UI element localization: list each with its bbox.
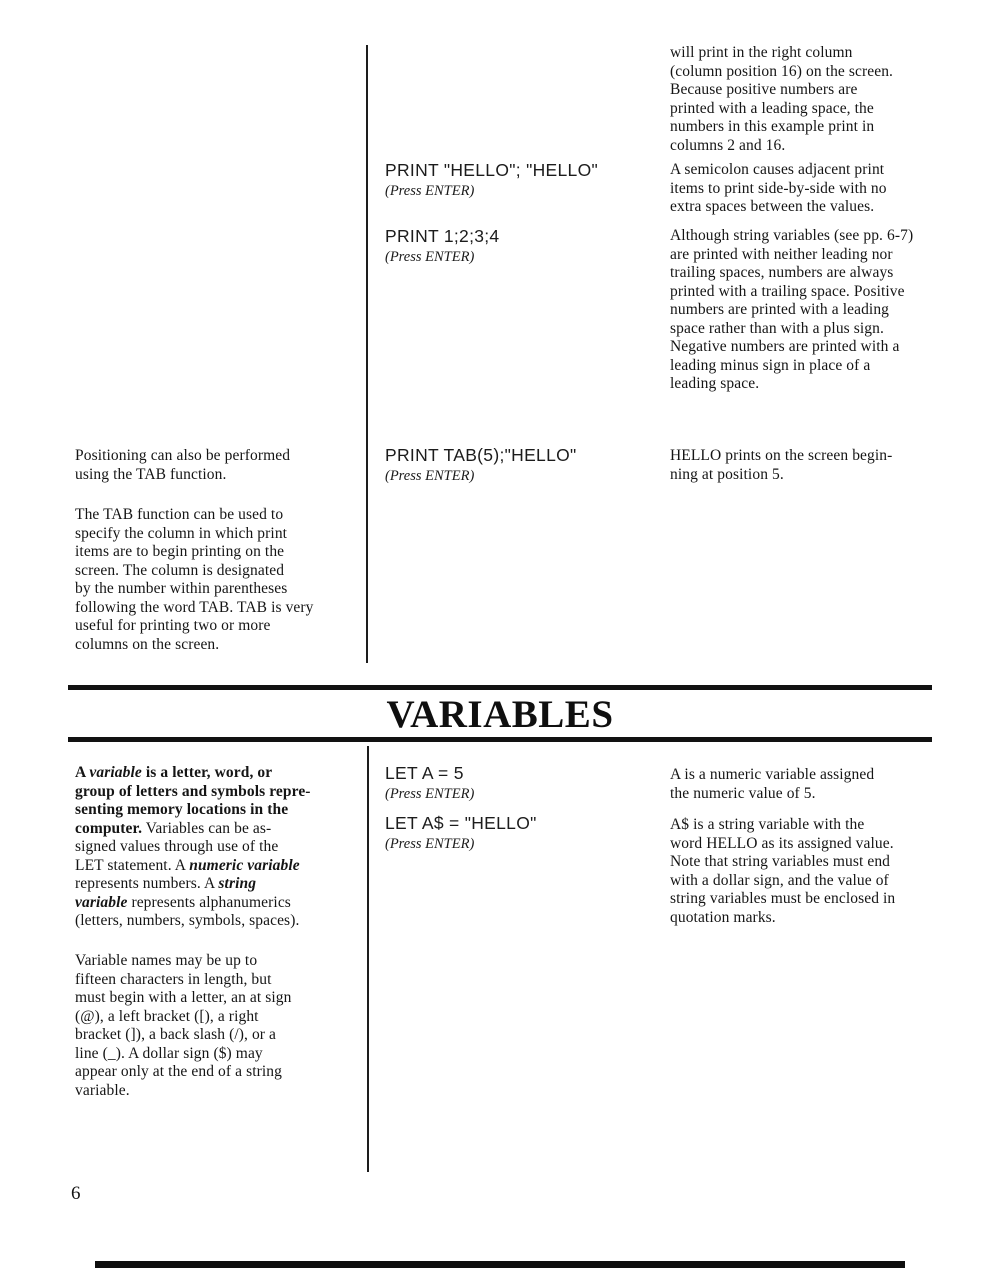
tab-intro-paragraph: Positioning can also be performed using the TAB function. xyxy=(75,447,291,483)
press-enter-label-3: (Press ENTER) xyxy=(385,468,475,484)
code-print-hello-semicolon: PRINT "HELLO"; "HELLO" xyxy=(385,160,598,180)
press-enter-label-2: (Press ENTER) xyxy=(385,249,475,265)
variable-naming-paragraph: Variable names may be up to fifteen characters in length, but must begin with a letter, an at sign (@), a left bracket ([), a right bracket (]), a back slash (/), or a line (_). A dollar sign ($) may appear only at the end of a string variable. xyxy=(75,952,292,1099)
text-segment: is a letter, word, or xyxy=(141,764,273,781)
intro-continuation-paragraph: will print in the right column (column position 16) on the screen. Because positive numbers are printed with a leading space, the numbers in this example print in columns 2 and 16. xyxy=(670,44,894,154)
code-print-tab: PRINT TAB(5);"HELLO" xyxy=(385,445,577,465)
text-segment: A xyxy=(75,764,90,781)
text-segment: computer. xyxy=(75,819,143,837)
code-let-string: LET A$ = "HELLO" xyxy=(385,813,537,833)
page-number: 6 xyxy=(71,1183,81,1204)
press-enter-label-4: (Press ENTER) xyxy=(385,786,475,802)
tab-print-description: HELLO prints on the screen begin- ning at position 5. xyxy=(670,447,893,483)
text-segment: Variables can be as- xyxy=(142,819,272,837)
text-segment: variable xyxy=(75,893,128,911)
text-segment: represents alphanumerics xyxy=(127,893,291,911)
press-enter-label-1: (Press ENTER) xyxy=(385,183,475,199)
text-segment: senting memory locations in the xyxy=(75,801,289,818)
let-string-description: A$ is a string variable with the word HELLO as its assigned value. Note that string variables must end with a dollar sign, and the value of string variables must be enclosed in quotation marks. xyxy=(670,816,896,926)
number-printing-description: Although string variables (see pp. 6-7) are printed with neither leading nor trailing spaces, numbers are always printed with a trailing space. Positive numbers are printed with a leading space rather than with a plus sign. Negative numbers are printed with a leading minus sign in place of a leading space. xyxy=(670,227,914,392)
section-rule-bottom xyxy=(68,737,932,742)
code-let-numeric: LET A = 5 xyxy=(385,763,464,783)
code-print-numbers: PRINT 1;2;3;4 xyxy=(385,226,500,246)
text-segment: variable xyxy=(89,764,142,781)
column-divider-top xyxy=(366,45,368,663)
text-segment: group of letters and symbols repre- xyxy=(75,782,311,800)
press-enter-label-5: (Press ENTER) xyxy=(385,836,475,852)
text-segment: string xyxy=(218,875,257,892)
text-segment: numeric variable xyxy=(189,856,300,874)
section-heading-variables: VARIABLES xyxy=(386,693,614,736)
page-bottom-scan-edge xyxy=(95,1261,905,1268)
tab-function-paragraph: The TAB function can be used to specify the column in which print items are to begin printing on the screen. The column is designated by the number within parentheses following the word TAB. TAB is very useful for printing two or more columns on the screen. xyxy=(75,506,314,653)
semicolon-description: A semicolon causes adjacent print items to print side-by-side with no extra spaces between the values. xyxy=(670,161,887,215)
section-rule-top xyxy=(68,685,932,690)
text-segment: represents numbers. A xyxy=(75,875,219,892)
text-segment: LET statement. A xyxy=(75,856,190,874)
text-segment: (letters, numbers, symbols, spaces). xyxy=(75,912,300,929)
text-segment: signed values through use of the xyxy=(75,838,279,855)
column-divider-bottom xyxy=(367,746,369,1172)
variables-intro-paragraph xyxy=(75,764,311,931)
let-numeric-description: A is a numeric variable assigned the numeric value of 5. xyxy=(670,766,875,802)
